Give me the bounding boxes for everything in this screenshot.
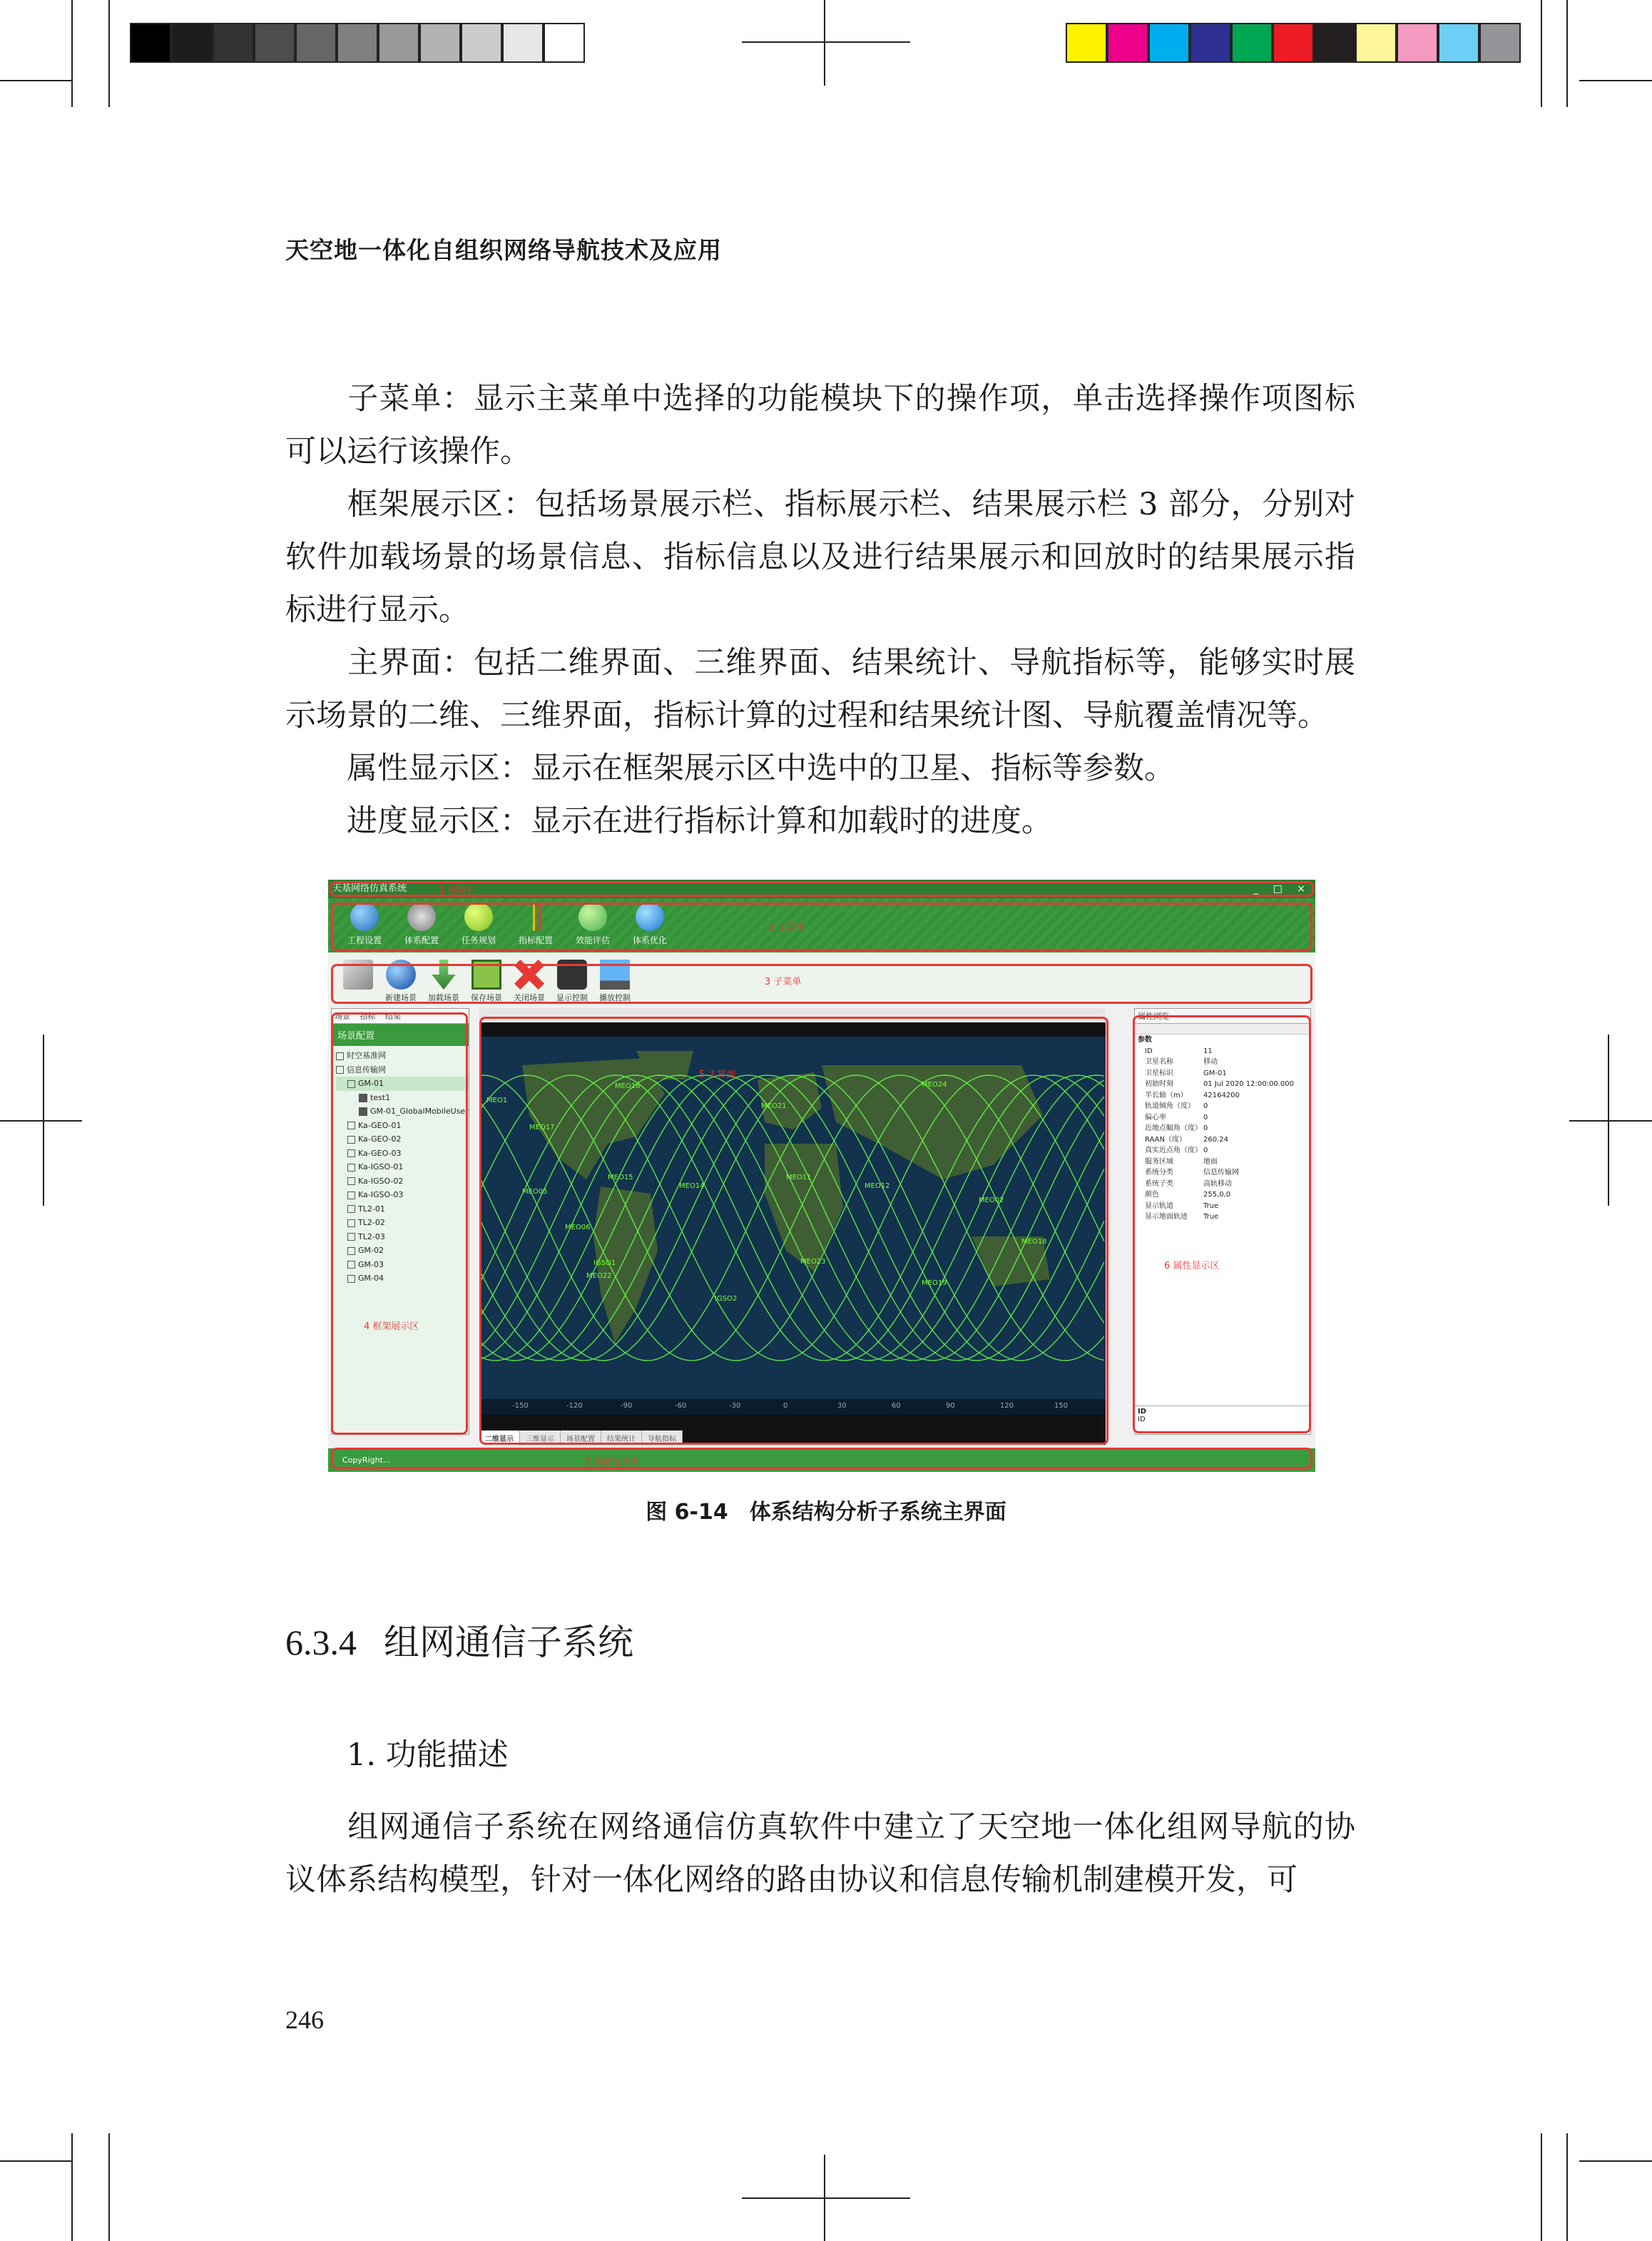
- color-swatch: [1397, 23, 1438, 63]
- annotation-box: [331, 903, 1312, 951]
- crop-mark: [71, 0, 73, 107]
- property-row[interactable]: 显示地面轨迹 True: [1145, 1213, 1219, 1221]
- color-swatch: [1314, 23, 1355, 63]
- color-swatch: [1355, 23, 1397, 63]
- main-menu-item[interactable]: 效能评估: [568, 903, 618, 946]
- section-heading: 6.3.4 组网通信子系统: [285, 1622, 633, 1663]
- app-title: 天基网络仿真系统: [332, 883, 407, 894]
- color-swatch: [1479, 23, 1521, 63]
- crop-mark: [108, 2133, 110, 2241]
- property-row[interactable]: 初始时刻 01 Jul 2020 12:00:00.000: [1145, 1080, 1294, 1088]
- satellite-label[interactable]: MEO12: [865, 1182, 890, 1190]
- tree-item[interactable]: Ka-IGSO-01: [336, 1160, 469, 1174]
- sub-menu-item[interactable]: 新建场景: [378, 960, 424, 1003]
- gray-swatch: [544, 23, 585, 63]
- satellite-label[interactable]: MEO14: [679, 1182, 705, 1190]
- x-tick: 30: [837, 1402, 847, 1410]
- page-number: 246: [285, 2006, 324, 2034]
- tree-item[interactable]: GM-01_GlobalMobileUser: [336, 1104, 469, 1119]
- annotation-label: 5 主界面: [699, 1069, 736, 1080]
- crop-mark: [71, 2133, 73, 2241]
- satellite-label[interactable]: IGSO2: [715, 1295, 738, 1303]
- annotation-label: 2 主菜单: [769, 923, 806, 933]
- tab-scene-config[interactable]: 场景配置: [561, 1431, 601, 1445]
- annotation-label: 1 标题栏: [439, 885, 476, 896]
- property-row[interactable]: 系统子类 高轨移动: [1145, 1179, 1232, 1188]
- tree-item[interactable]: Ka-IGSO-02: [336, 1174, 469, 1189]
- annotation-label: 7 进度显示区: [585, 1458, 641, 1468]
- x-tick: 60: [892, 1402, 901, 1410]
- tab-nav-index[interactable]: 导航指标: [642, 1431, 683, 1445]
- x-tick: -90: [621, 1402, 633, 1410]
- crop-mark: [0, 2160, 73, 2162]
- tree-item[interactable]: 时空基准网: [336, 1049, 469, 1063]
- crop-mark: [1566, 0, 1568, 107]
- annotation-box: [331, 1012, 468, 1435]
- sub-menu-item[interactable]: 加载场景: [421, 960, 466, 1003]
- color-swatch: [1107, 23, 1148, 63]
- gray-swatch: [337, 23, 378, 63]
- property-row[interactable]: 半长轴（m） 42164200: [1145, 1091, 1240, 1099]
- crop-mark: [1579, 80, 1652, 81]
- figure-screenshot: [328, 880, 1315, 1472]
- copyright-text: CopyRight...: [342, 1455, 391, 1465]
- satellite-label[interactable]: MEO06: [565, 1224, 591, 1231]
- x-tick: -120: [566, 1402, 583, 1410]
- main-menu-item[interactable]: 指标配置: [511, 903, 561, 946]
- property-row[interactable]: 轨道倾角（度） 0: [1145, 1102, 1208, 1110]
- tree-item[interactable]: Ka-GEO-01: [336, 1119, 469, 1133]
- color-swatch: [1438, 23, 1479, 63]
- annotation-box: [479, 1017, 1108, 1445]
- crop-mark: [1569, 1120, 1652, 1122]
- crop-mark: [0, 80, 73, 81]
- figure-caption: 图 6-14 体系结构分析子系统主界面: [646, 1500, 1006, 1525]
- main-menu-item[interactable]: 体系配置: [397, 903, 447, 946]
- main-menu-item[interactable]: 任务规划: [454, 903, 504, 946]
- running-header: 天空地一体化自组织网络导航技术及应用: [285, 236, 722, 264]
- property-group: 参数: [1138, 1036, 1152, 1044]
- gray-swatch: [171, 23, 213, 63]
- main-menu-item[interactable]: 工程设置: [340, 903, 389, 946]
- satellite-label[interactable]: MEO15: [608, 1174, 633, 1182]
- tab-3d[interactable]: 三维显示: [520, 1431, 561, 1445]
- property-row[interactable]: 卫星标识 GM-01: [1145, 1069, 1227, 1077]
- property-row[interactable]: 颜色 255,0,0: [1145, 1191, 1231, 1199]
- gray-swatch: [130, 23, 171, 63]
- annotation-box: [331, 1448, 1312, 1469]
- tree-item[interactable]: Ka-GEO-02: [336, 1132, 469, 1147]
- tree-item[interactable]: Ka-GEO-03: [336, 1147, 469, 1161]
- crop-mark: [1541, 0, 1542, 107]
- tree-item[interactable]: TL2-02: [336, 1216, 469, 1230]
- property-row[interactable]: 偏心率 0: [1145, 1113, 1208, 1122]
- paragraph-progress-area: 进度显示区：显示在进行指标计算和加载时的进度。: [347, 803, 1052, 839]
- tab-2d[interactable]: 二维显示: [479, 1431, 520, 1445]
- crop-mark: [43, 1035, 44, 1206]
- sub-menu-item[interactable]: 播放控制: [592, 960, 638, 1003]
- property-row[interactable]: 显示轨道 True: [1145, 1201, 1219, 1210]
- color-swatch: [1066, 23, 1107, 63]
- tree-item[interactable]: TL2-03: [336, 1230, 469, 1244]
- satellite-label[interactable]: MEO19: [922, 1279, 947, 1287]
- property-row[interactable]: 服务区域 地面: [1145, 1157, 1218, 1166]
- crop-mark: [742, 2197, 910, 2199]
- property-row[interactable]: 真实近点角（度） 0: [1145, 1147, 1208, 1154]
- satellite-label[interactable]: MEO21: [761, 1102, 787, 1110]
- satellite-label[interactable]: MEO24: [922, 1081, 947, 1089]
- sub-menu-item[interactable]: 显示控制: [549, 960, 595, 1003]
- satellite-label[interactable]: MEO17: [529, 1124, 555, 1132]
- crop-mark: [1566, 2133, 1568, 2241]
- satellite-label[interactable]: MEO18: [1021, 1238, 1047, 1246]
- subsection-heading: 1. 功能描述: [347, 1737, 509, 1773]
- x-tick: 150: [1054, 1402, 1069, 1410]
- tree-title: 场景配置: [332, 1024, 469, 1046]
- x-tick: 90: [946, 1402, 955, 1410]
- property-row[interactable]: 系统分类 信息传输网: [1145, 1169, 1239, 1177]
- property-description: ID ID: [1135, 1406, 1310, 1434]
- annotation-box: [330, 881, 1314, 897]
- x-tick: 0: [783, 1402, 788, 1410]
- window-controls[interactable]: _ □ ×: [1253, 883, 1311, 895]
- property-row[interactable]: 近地点幅角（度） 0: [1145, 1124, 1208, 1132]
- tree-item[interactable]: GM-02: [336, 1244, 469, 1258]
- color-swatch: [1231, 23, 1273, 63]
- crop-mark: [1579, 2160, 1652, 2162]
- property-row[interactable]: ID 11: [1145, 1047, 1213, 1055]
- satellite-label[interactable]: MEO05: [522, 1188, 548, 1196]
- sub-menu-item[interactable]: 关闭场景: [506, 960, 552, 1003]
- main-menu-item[interactable]: 体系优化: [625, 903, 675, 946]
- color-swatch: [1190, 23, 1231, 63]
- satellite-label[interactable]: MEO11: [786, 1174, 812, 1182]
- satellite-label[interactable]: MEO16: [615, 1082, 641, 1090]
- property-row[interactable]: RAAN（度） 260.24: [1145, 1135, 1228, 1144]
- satellite-label[interactable]: MEO23: [800, 1258, 826, 1266]
- gray-swatch: [254, 23, 295, 63]
- sub-menu-item[interactable]: 保存场景: [464, 960, 509, 1003]
- gray-swatch: [461, 23, 502, 63]
- tab-scene[interactable]: 场景: [335, 1012, 350, 1021]
- crop-mark: [1608, 1035, 1609, 1206]
- tree-item[interactable]: 信息传输网: [336, 1063, 469, 1077]
- tab-result[interactable]: 结果: [385, 1012, 401, 1021]
- x-tick: 120: [1000, 1402, 1014, 1410]
- annotation-label: 6 属性显示区: [1164, 1261, 1220, 1271]
- gray-swatch: [378, 23, 419, 63]
- gray-swatch: [419, 23, 461, 63]
- x-tick: -60: [675, 1402, 687, 1410]
- tree-item[interactable]: Ka-IGSO-03: [336, 1188, 469, 1202]
- satellite-label[interactable]: MEO22: [586, 1272, 612, 1280]
- paragraph-frame-area: 框架展示区：包括场景展示栏、指标展示栏、结果展示栏 3 部分，分别对软件加载场景的场景信息、指标信息以及进行结果展示和回放时的结果展示指标进行显示。: [285, 487, 1355, 628]
- crop-mark: [824, 0, 825, 86]
- tab-index[interactable]: 指标: [360, 1012, 376, 1021]
- tree-item[interactable]: GM-03: [336, 1258, 469, 1272]
- annotation-box: [331, 964, 1312, 1004]
- color-swatch: [1148, 23, 1190, 63]
- x-tick: -30: [729, 1402, 741, 1410]
- crop-mark: [742, 41, 910, 43]
- paragraph-property-area: 属性显示区：显示在框架展示区中选中的卫星、指标等参数。: [347, 751, 1175, 786]
- gray-swatch: [295, 23, 337, 63]
- paragraph-main-ui: 主界面：包括二维界面、三维界面、结果统计、导航指标等，能够实时展示场景的二维、三维界面，指标计算的过程和结果统计图、导航覆盖情况等。: [285, 645, 1355, 733]
- tree-item[interactable]: GM-04: [336, 1271, 469, 1286]
- tree-item[interactable]: test1: [336, 1091, 469, 1105]
- paragraph-body: 组网通信子系统在网络通信仿真软件中建立了天空地一体化组网导航的协议体系结构模型，针对一体化网络的路由协议和信息传输机制建模开发，可: [285, 1809, 1355, 1898]
- color-swatch: [1273, 23, 1314, 63]
- crop-mark: [0, 1120, 82, 1122]
- annotation-label: 4 框架展示区: [364, 1321, 419, 1332]
- gray-swatch: [213, 23, 254, 63]
- paragraph-submenu: 子菜单：显示主菜单中选择的功能模块下的操作项，单击选择操作项图标可以运行该操作。: [285, 381, 1355, 469]
- satellite-label[interactable]: MEO1: [486, 1097, 508, 1104]
- gray-swatch: [502, 23, 544, 63]
- tab-result-stats[interactable]: 结果统计: [601, 1431, 642, 1445]
- annotation-box: [1133, 1015, 1311, 1433]
- x-tick: -150: [512, 1402, 529, 1410]
- property-tab[interactable]: 属性浏览: [1135, 1009, 1310, 1024]
- satellite-label[interactable]: MEO02: [979, 1196, 1004, 1204]
- annotation-label: 3 子菜单: [765, 977, 802, 987]
- property-row[interactable]: 卫星名称 移动: [1145, 1058, 1218, 1066]
- crop-mark: [108, 0, 110, 107]
- tree-item[interactable]: GM-01: [336, 1077, 469, 1091]
- crop-mark: [1541, 2133, 1542, 2241]
- satellite-label[interactable]: IGSO1: [593, 1259, 616, 1267]
- tree-item[interactable]: TL2-01: [336, 1202, 469, 1216]
